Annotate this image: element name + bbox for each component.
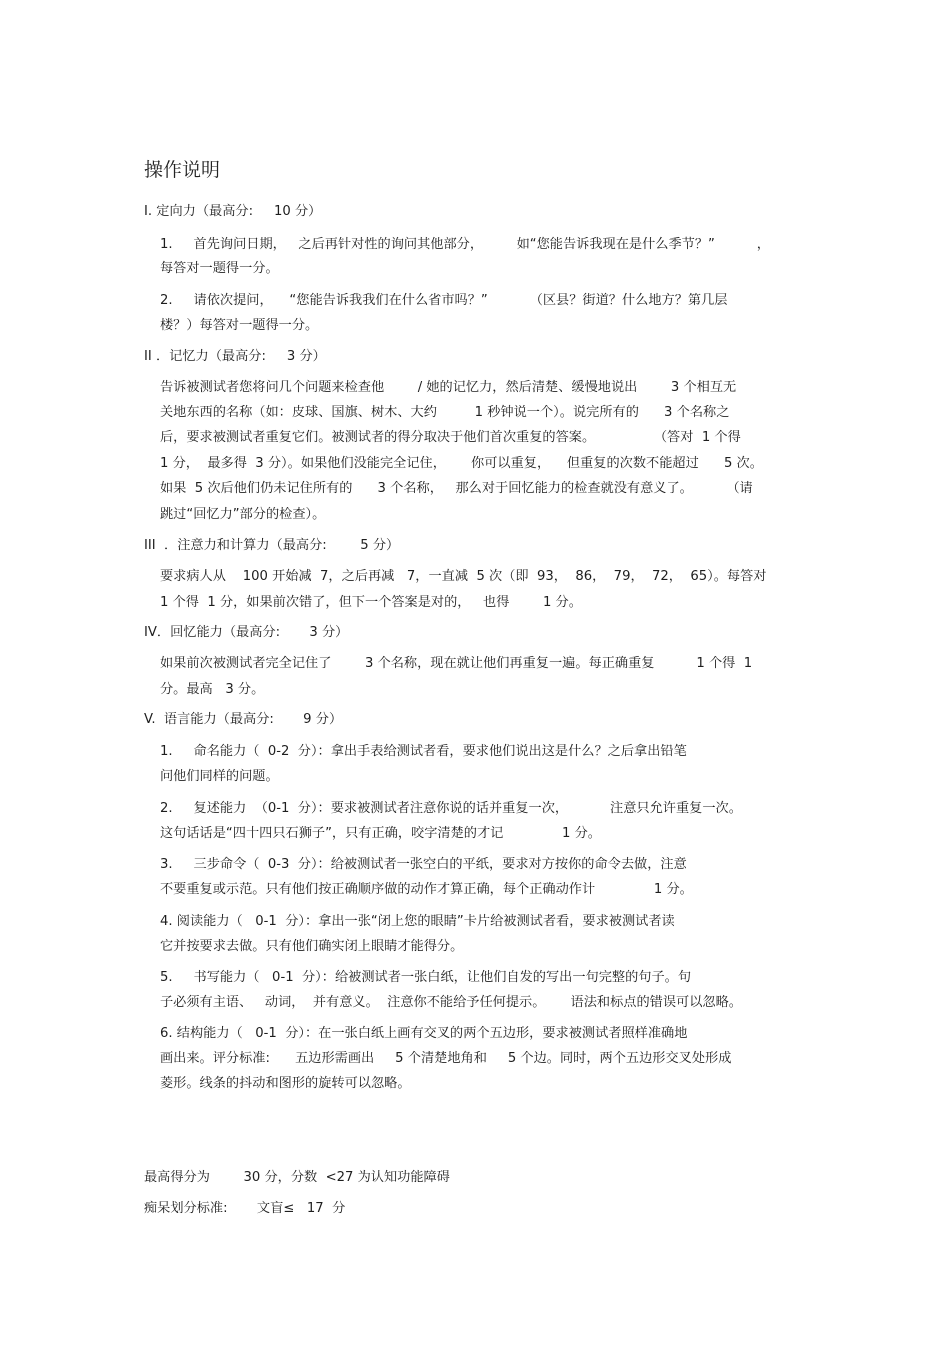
paragraph-line: 6. 结构能力（ 0-1 分）：在一张白纸上画有交叉的两个五边形，要求被测试者照样准确地 xyxy=(160,1026,688,1041)
paragraph-line: 2. 复述能力 （0-1 分）：要求被测试者注意你说的话并重复一次， 注意只允许重复一次。 xyxy=(160,801,742,816)
paragraph-line: 5. 书写能力（ 0-1 分）：给被测试者一张白纸，让他们自发的写出一句完整的句子。句 xyxy=(160,970,691,985)
section-heading-language: V. 语言能力（最高分: 9 分） xyxy=(144,712,343,727)
paragraph-line: 不要重复或示范。只有他们按正确顺序做的动作才算正确，每个正确动作计 1 分。 xyxy=(160,882,693,897)
max-score-note: 最高得分为 30 分，分数 <27 为认知功能障碍 xyxy=(144,1170,450,1185)
paragraph-line: 关地东西的名称（如：皮球、国旗、树木、大约 1 秒钟说一个）。说完所有的 3 个名称之 xyxy=(160,405,730,420)
dementia-criteria-note: 痴呆划分标准: 文盲≤ 17 分 xyxy=(144,1201,346,1216)
paragraph-line: 1. 首先询问日期， 之后再针对性的询问其他部分， 如“您能告诉我现在是什么季节？” ， xyxy=(160,237,770,252)
paragraph-line: 3. 三步命令（ 0-3 分）：给被测试者一张空白的平纸，要求对方按你的命令去做，注意 xyxy=(160,857,687,872)
paragraph-line: 要求病人从 100 开始减 7，之后再减 7，一直减 5 次（即 93， 86， 79， 72， 65）。每答对 xyxy=(160,569,767,584)
section-heading-orientation: I. 定向力（最高分: 10 分） xyxy=(144,204,322,219)
paragraph-line: 1 分， 最多得 3 分）。如果他们没能完全记住， 你可以重复， 但重复的次数不能超过 5 次。 xyxy=(160,456,763,471)
paragraph-line: 2. 请依次提问， “您能告诉我我们在什么省市吗？” （区县？街道？什么地方？第几层 xyxy=(160,293,728,308)
paragraph-line: 它并按要求去做。只有他们确实闭上眼睛才能得分。 xyxy=(160,939,464,954)
paragraph-line: 1 个得 1 分，如果前次错了，但下一个答案是对的， 也得 1 分。 xyxy=(160,595,582,610)
paragraph-line: 问他们同样的问题。 xyxy=(160,769,279,784)
section-heading-recall: IV．回忆能力（最高分: 3 分） xyxy=(144,625,349,640)
paragraph-line: 1. 命名能力（ 0-2 分）：拿出手表给测试者看，要求他们说出这是什么？之后拿出铅笔 xyxy=(160,744,687,759)
paragraph-line: 这句话话是“四十四只石狮子”，只有正确，咬字清楚的才记 1 分。 xyxy=(160,826,601,841)
paragraph-line: 如果前次被测试者完全记住了 3 个名称，现在就让他们再重复一遍。每正确重复 1 个得 1 xyxy=(160,656,753,671)
paragraph-line: 跳过“回忆力”部分的检查）。 xyxy=(160,507,326,522)
section-heading-memory: II ．记忆力（最高分: 3 分） xyxy=(144,349,326,364)
page-title: 操作说明 xyxy=(144,159,221,181)
paragraph-line: 后，要求被测试者重复它们。被测试者的得分取决于他们首次重复的答案。 （答对 1 个得 xyxy=(160,430,741,445)
paragraph-line: 如果 5 次后他们仍未记住所有的 3 个名称， 那么对于回忆能力的检查就没有意义了。 （请 xyxy=(160,481,753,496)
paragraph-line: 画出来。评分标准: 五边形需画出 5 个清楚地角和 5 个边。同时，两个五边形交叉处形成 xyxy=(160,1051,732,1066)
paragraph-line: 子必须有主语、 动词， 并有意义。 注意你不能给予任何提示。 语法和标点的错误可以忽略。 xyxy=(160,995,742,1010)
paragraph-line: 每答对一题得一分。 xyxy=(160,261,279,276)
paragraph-line: 4. 阅读能力（ 0-1 分）：拿出一张“闭上您的眼睛”卡片给被测试者看，要求被测试者读 xyxy=(160,914,675,929)
section-heading-attention: III ．注意力和计算力（最高分: 5 分） xyxy=(144,538,400,553)
paragraph-line: 告诉被测试者您将问几个问题来检查他 / 她的记忆力，然后清楚、缓慢地说出 3 个相互无 xyxy=(160,380,737,395)
paragraph-line: 菱形。线条的抖动和图形的旋转可以忽略。 xyxy=(160,1076,411,1091)
paragraph-line: 楼？）每答对一题得一分。 xyxy=(160,318,319,333)
paragraph-line: 分。最高 3 分。 xyxy=(160,682,265,697)
